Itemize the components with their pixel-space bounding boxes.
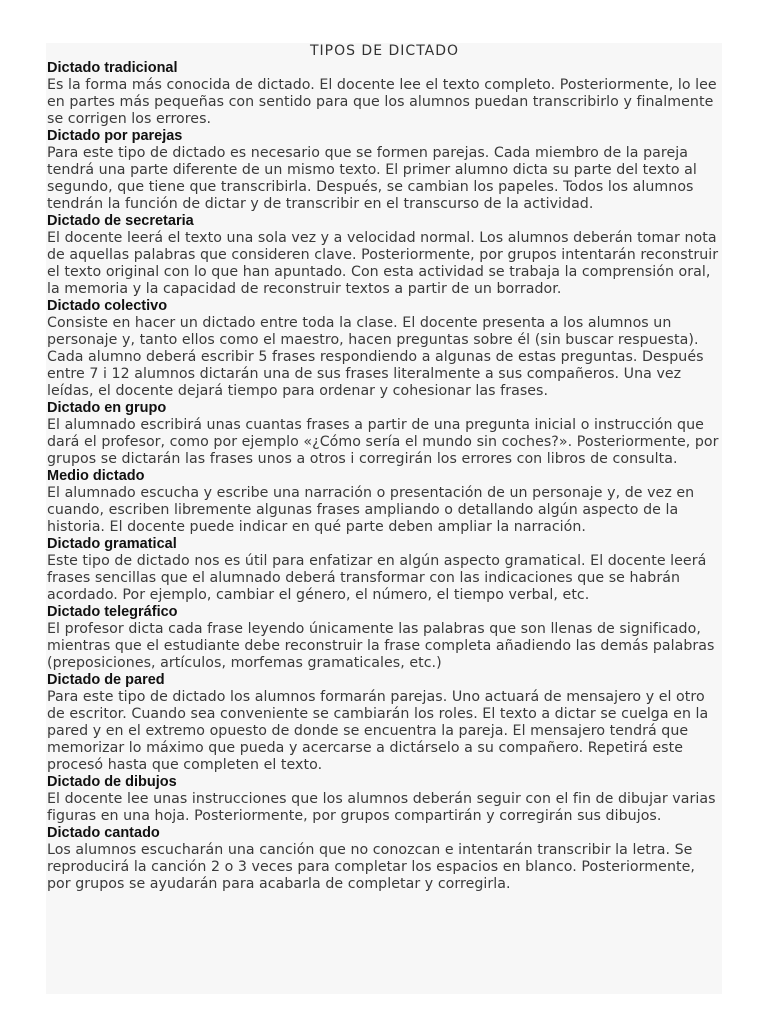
section-heading: Dictado de pared bbox=[47, 672, 165, 688]
section-dictado-colectivo bbox=[47, 298, 722, 400]
section-dictado-telegrafico bbox=[47, 604, 722, 672]
section-heading: Medio dictado bbox=[47, 468, 145, 484]
section-body: Los alumnos escucharán una canción que no conozcan e intentarán transcribir la letra. Se reproducirá la canción 2 o 3 veces para completar los espacios en blanco. Posteriormente, por grupos se ayudarán para acabarla de completar y corregirla. bbox=[47, 842, 695, 892]
section-dictado-de-pared bbox=[47, 672, 722, 774]
section-body: Consiste en hacer un dictado entre toda la clase. El docente presenta a los alumnos un personaje y, tanto ellos como el maestro, hacen preguntas sobre él (sin buscar respuesta). Cada alumno deberá escribir 5 frases respondiendo a algunas de estas preguntas. Después entre 7 i 12 alumnos dictarán una de sus frases literalmente a sus compañeros. Una vez leídas, el docente dejará tiempo para ordenar y cohesionar las frases. bbox=[47, 315, 704, 399]
document-title: TIPOS DE DICTADO bbox=[309, 43, 460, 59]
document-page bbox=[46, 43, 722, 994]
section-body: Para este tipo de dictado los alumnos formarán parejas. Uno actuará de mensajero y el otro de escritor. Cuando sea conveniente se cambiarán los roles. El texto a dictar se cuelga en la pared y en el extremo opuesto de donde se encuentra la pareja. El mensajero tendrá que memorizar lo máximo que pueda y acercarse a dictárselo a su compañero. Repetirá este procesó hasta que completen el texto. bbox=[47, 689, 709, 773]
section-heading: Dictado tradicional bbox=[47, 60, 178, 76]
section-heading: Dictado por parejas bbox=[47, 128, 183, 144]
section-body: Este tipo de dictado nos es útil para enfatizar en algún aspecto gramatical. El docente leerá frases sencillas que el alumnado deberá transformar con las indicaciones que se habrán acordado. Por ejemplo, cambiar el género, el número, el tiempo verbal, etc. bbox=[47, 553, 707, 603]
section-heading: Dictado de secretaria bbox=[47, 213, 194, 229]
section-heading: Dictado en grupo bbox=[47, 400, 167, 416]
section-heading: Dictado colectivo bbox=[47, 298, 168, 314]
section-dictado-en-grupo bbox=[47, 400, 722, 468]
section-body: El alumnado escribirá unas cuantas frases a partir de una pregunta inicial o instrucción que dará el profesor, como por ejemplo «¿Cómo sería el mundo sin coches?». Posteriormente, por grupos se dictarán las frases unos a otros i corregirán los errores con libros de consulta. bbox=[47, 417, 719, 467]
section-dictado-cantado bbox=[47, 825, 722, 893]
section-body: El docente lee unas instrucciones que los alumnos deberán seguir con el fin de dibujar varias figuras en una hoja. Posteriormente, por grupos compartirán y corregirán sus dibujos. bbox=[47, 791, 716, 824]
section-body: El profesor dicta cada frase leyendo únicamente las palabras que son llenas de significado, mientras que el estudiante debe reconstruir la frase completa añadiendo las demás palabras (preposiciones, artículos, morfemas gramaticales, etc.) bbox=[47, 621, 715, 671]
section-dictado-gramatical bbox=[47, 536, 722, 604]
section-dictado-de-dibujos bbox=[47, 774, 722, 825]
section-body: El alumnado escucha y escribe una narración o presentación de un personaje y, de vez en cuando, escriben libremente algunas frases ampliando o detallando algún aspecto de la historia. El docente puede indicar en qué parte deben ampliar la narración. bbox=[47, 485, 695, 535]
section-dictado-por-parejas bbox=[47, 128, 722, 213]
section-body: El docente leerá el texto una sola vez y a velocidad normal. Los alumnos deberán tomar nota de aquellas palabras que consideren clave. Posteriormente, por grupos intentarán reconstruir el texto original con lo que han apuntado. Con esta actividad se trabaja la comprensión oral, la memoria y la capacidad de reconstruir textos a partir de un borrador. bbox=[47, 230, 719, 297]
section-heading: Dictado cantado bbox=[47, 825, 160, 841]
section-body: Es la forma más conocida de dictado. El docente lee el texto completo. Posteriormente, lo lee en partes más pequeñas con sentido para que los alumnos puedan transcribirlo y finalmente se corrigen los errores. bbox=[47, 77, 717, 127]
section-heading: Dictado gramatical bbox=[47, 536, 177, 552]
section-dictado-de-secretaria bbox=[47, 213, 722, 298]
section-heading: Dictado telegráfico bbox=[47, 604, 178, 620]
section-medio-dictado bbox=[47, 468, 722, 536]
section-heading: Dictado de dibujos bbox=[47, 774, 177, 790]
section-body: Para este tipo de dictado es necesario que se formen parejas. Cada miembro de la pareja tendrá una parte diferente de un mismo texto. El primer alumno dicta su parte del texto al segundo, que tiene que transcribirla. Después, se cambian los papeles. Todos los alumnos tendrán la función de dictar y de transcribir en el transcurso de la actividad. bbox=[47, 145, 697, 212]
section-dictado-tradicional bbox=[47, 60, 722, 128]
